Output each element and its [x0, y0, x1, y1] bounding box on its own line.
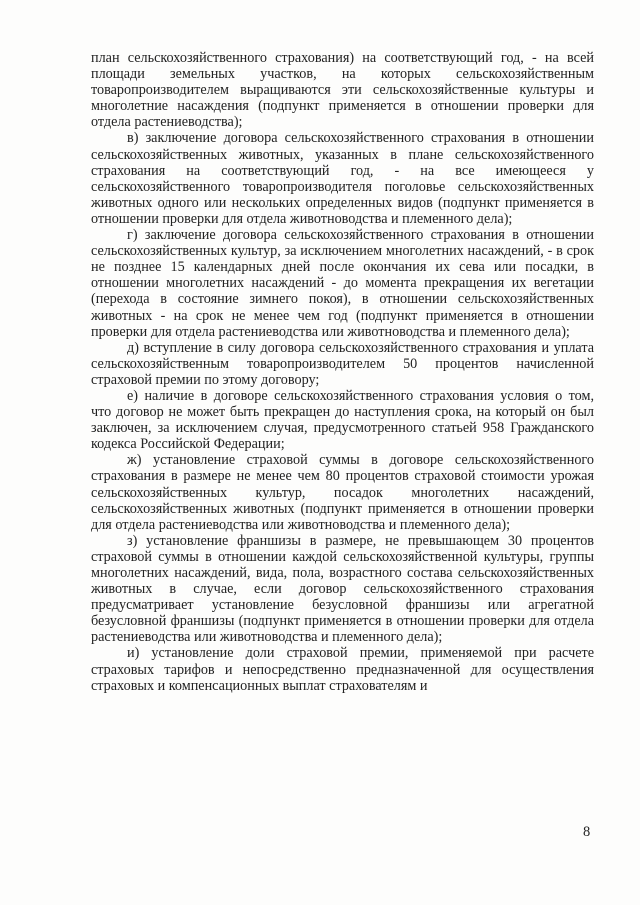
paragraph-item-i: и) установление доли страховой премии, применяемой при расчете страховых тарифов и непосредственно предназначенной для осуществления страховых и компенсационных выплат страхователям и [91, 645, 594, 694]
paragraph-item-e: е) наличие в договоре сельскохозяйственного страхования условия о том, что договор не может быть прекращен до наступления срока, на который он был заключен, за исключением случая, предусмотренного статьей 958 Гражданского кодекса Российской Федерации; [91, 387, 594, 453]
paragraph-item-zh: ж) установление страховой суммы в договоре сельскохозяйственного страхования в размере не менее чем 80 процентов страховой стоимости урожая сельскохозяйственных культур, посадок многолетних насаждений, сельскохозяйственных животных (подпункт применяется в отношении проверки для отдела растениеводства или животноводства и племенного дела); [91, 452, 594, 533]
paragraph-item-g: г) заключение договора сельскохозяйственного страхования в отношении сельскохозяйственных культур, за исключением многолетних насаждений, - в срок не позднее 15 календарных дней после окончания их сева или посадки, в отношении многолетних насаждений - до момента прекращения их вегетации (перехода в состояние зимнего покоя), в отношении сельскохозяйственных животных - на срок не менее чем год (подпункт применяется в отношении проверки для отдела растениеводства или животноводства и племенного дела); [91, 227, 594, 340]
paragraph-item-d: д) вступление в силу договора сельскохозяйственного страхования и уплата сельскохозяйственным товаропроизводителем 50 процентов начисленной страховой премии по этому договору; [91, 339, 594, 388]
document-body [91, 50, 594, 694]
page-number: 8 [583, 824, 591, 840]
paragraph-item-v: в) заключение договора сельскохозяйственного страхования в отношении сельскохозяйственных животных, указанных в плане сельскохозяйственного страхования на соответствующий год, - на все имеющееся у сельскохозяйственного товаропроизводителя поголовье сельскохозяйственных животных одного или нескольких определенных видов (подпункт применяется в отношении проверки для отдела животноводства и племенного дела); [91, 130, 594, 227]
paragraph-item-z: з) установление франшизы в размере, не превышающем 30 процентов страховой суммы в отношении каждой сельскохозяйственной культуры, группы многолетних насаждений, вида, пола, возрастного состава сельскохозяйственных животных в случае, если договор сельскохозяйственного страхования предусматривает установление безусловной франшизы или агрегатной безусловной франшизы (подпункт применяется в отношении проверки для отдела растениеводства или животноводства и племенного дела); [91, 532, 594, 646]
paragraph-continuation: план сельскохозяйственного страхования) на соответствующий год, - на всей площади земельных участков, на которых сельскохозяйственным товаропроизводителем выращиваются эти сельскохозяйственные культуры и многолетние насаждения (подпункт применяется в отношении проверки для отдела растениеводства); [91, 50, 594, 131]
